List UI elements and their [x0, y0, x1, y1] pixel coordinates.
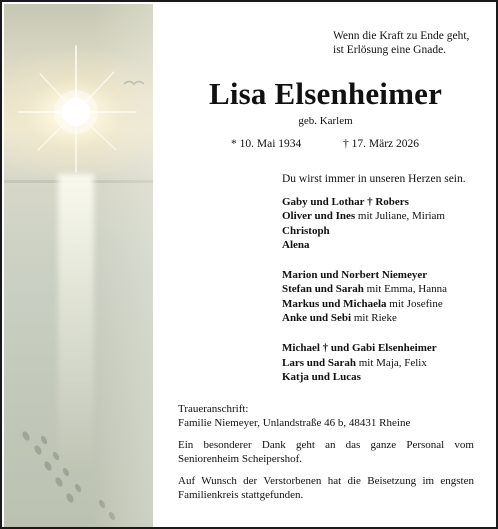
family-row: Anke und Sebi mit Rieke [282, 312, 397, 325]
address-text: Familie Niemeyer, Unlandstraße 46 b, 48431 Rheine [178, 416, 411, 429]
quote-line: Wenn die Kraft zu Ende geht, [333, 30, 470, 42]
family-row: Gaby und Lothar † Robers [282, 196, 409, 208]
memorial-saying: Du wirst immer in unseren Herzen sein. [282, 173, 466, 185]
birth-date: * 10. Mai 1934 [231, 138, 302, 150]
thanks-line: Ein besonderer Dank geht an das ganze Personal vom [178, 439, 474, 451]
family-row: Marion und Norbert Niemeyer [282, 269, 428, 282]
death-date: † 17. März 2026 [343, 138, 420, 150]
family-row: Alena [282, 238, 310, 251]
burial-line: Familienkreis stattgefunden. [178, 488, 304, 501]
photo-fade [93, 4, 153, 527]
deceased-name: Lisa Elsenheimer [208, 76, 443, 111]
burial-line: Auf Wunsch der Verstorbenen hat die Beisetzung im engsten [178, 475, 474, 487]
opening-quote [333, 29, 469, 57]
family-row: Lars und Sarah mit Maja, Felix [282, 356, 427, 369]
family-list [282, 195, 447, 384]
quote-line: ist Erlösung eine Gnade. [333, 44, 447, 56]
address-label: Traueranschrift: [178, 403, 249, 415]
family-row: Katja und Lucas [282, 370, 361, 383]
family-row: Christoph [282, 224, 330, 237]
notice-info [178, 403, 474, 511]
family-row: Oliver und Ines mit Juliane, Miriam [282, 210, 445, 223]
birth-name: geb. Karlem [298, 115, 353, 127]
burial-block [178, 475, 474, 502]
address-block [178, 403, 474, 430]
family-row: Michael † und Gabi Elsenheimer [282, 342, 437, 355]
sunset-sea-photo [4, 4, 153, 527]
thanks-block [178, 439, 474, 466]
thanks-line: Seniorenheim Scheipershof. [178, 452, 303, 465]
family-row: Markus und Michaela mit Josefine [282, 297, 443, 310]
family-row: Stefan und Sarah mit Emma, Hanna [282, 283, 448, 296]
